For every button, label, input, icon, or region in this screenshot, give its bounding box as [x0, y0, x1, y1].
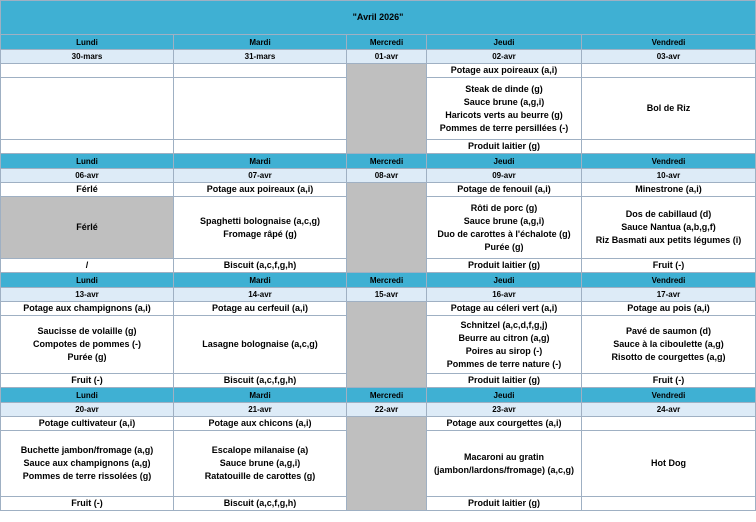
date-cell: 07-avr: [174, 169, 347, 183]
date-cell: 31-mars: [174, 50, 347, 64]
dish-line: Steak de dinde (g): [465, 83, 543, 94]
day-header: Vendredi: [582, 273, 756, 288]
soup-cell: Potage aux courgettes (a,i): [427, 417, 582, 431]
soup-cell: Potage aux poireaux (a,i): [427, 64, 582, 78]
dish-line: Sauce à la ciboulette (a,g): [613, 339, 724, 349]
main-course-cell: [174, 78, 347, 140]
soup-cell: [582, 417, 756, 431]
dessert-cell: Fruit (-): [1, 497, 174, 511]
soup-cell: [582, 64, 756, 78]
dish-line: Purée (g): [484, 241, 524, 252]
day-header: Mardi: [174, 35, 347, 50]
day-header: Mercredi: [347, 388, 427, 403]
date-cell: 20-avr: [1, 403, 174, 417]
dessert-cell: /: [1, 259, 174, 273]
day-header: Vendredi: [582, 388, 756, 403]
date-cell: 21-avr: [174, 403, 347, 417]
dish-line: Riz Basmati aux petits légumes (i): [595, 235, 742, 245]
date-cell: 09-avr: [427, 169, 582, 183]
dish-line: Sauce brune (a,g,i): [463, 215, 545, 226]
dish-line: Ratatouille de carottes (g): [204, 471, 316, 481]
date-cell: 10-avr: [582, 169, 756, 183]
main-course-cell: [1, 78, 174, 140]
closed-cell: [347, 302, 427, 388]
soup-cell: [1, 64, 174, 78]
closed-cell: [347, 183, 427, 273]
main-course-cell: [582, 431, 756, 497]
dish-line: Dos de cabillaud (d): [625, 209, 712, 219]
main-course-cell: [1, 316, 174, 374]
closed-cell: [347, 417, 427, 511]
date-cell: 01-avr: [347, 50, 427, 64]
dessert-cell: [582, 497, 756, 511]
main-course-cell: [582, 316, 756, 374]
dish-line: Sauce brune (a,g,i): [463, 96, 545, 107]
dessert-cell: Biscuit (a,c,f,g,h): [174, 259, 347, 273]
main-course-cell: [427, 78, 582, 140]
page-title: "Avril 2026": [1, 1, 756, 35]
dish-line: Haricots verts au beurre (g): [445, 109, 563, 120]
dish-line: Sauce brune (a,g,i): [219, 458, 301, 468]
day-header: Lundi: [1, 35, 174, 50]
dish-line: Escalope milanaise (a): [211, 445, 309, 455]
main-course-cell: [174, 431, 347, 497]
date-cell: 13-avr: [1, 288, 174, 302]
dish-line: (jambon/lardons/fromage) (a,c,g): [433, 464, 574, 475]
dish-line: Pavé de saumon (d): [626, 326, 712, 336]
date-cell: 23-avr: [427, 403, 582, 417]
featured-dish: Bol de Riz: [646, 103, 691, 113]
dish-line: Pommes de terre persillées (-): [439, 122, 569, 133]
day-header: Mercredi: [347, 154, 427, 169]
main-course-cell: [427, 431, 582, 497]
main-course-cell: [427, 197, 582, 259]
day-header: Jeudi: [427, 388, 582, 403]
date-cell: 03-avr: [582, 50, 756, 64]
date-cell: 22-avr: [347, 403, 427, 417]
soup-cell: Minestrone (a,i): [582, 183, 756, 197]
date-cell: 02-avr: [427, 50, 582, 64]
dessert-cell: Fruit (-): [582, 374, 756, 388]
day-header: Lundi: [1, 388, 174, 403]
dessert-cell: [174, 140, 347, 154]
dish-line: Duo de carottes à l'échalote (g): [437, 228, 571, 239]
dish-line: Spaghetti bolognaise (a,c,g): [199, 215, 320, 226]
date-cell: 17-avr: [582, 288, 756, 302]
dish-line: Sauce aux champignons (a,g): [23, 458, 151, 468]
dish-line: Férlé: [76, 222, 98, 232]
date-cell: 14-avr: [174, 288, 347, 302]
dessert-cell: Produit laitier (g): [427, 259, 582, 273]
dish-line: Pommes de terre nature (-): [446, 358, 562, 369]
day-header: Vendredi: [582, 35, 756, 50]
main-course-cell: [1, 431, 174, 497]
day-header: Lundi: [1, 154, 174, 169]
dish-line: Buchette jambon/fromage (a,g): [20, 445, 154, 455]
soup-cell: Potage au céleri vert (a,i): [427, 302, 582, 316]
dish-line: Fromage râpé (g): [223, 228, 297, 239]
soup-cell: Potage au pois (a,i): [582, 302, 756, 316]
main-course-cell: [1, 197, 174, 259]
main-course-cell: [582, 78, 756, 140]
closed-cell: [347, 64, 427, 154]
dessert-cell: [582, 140, 756, 154]
dish-line: Pommes de terre rissolées (g): [22, 471, 152, 481]
soup-cell: Potage cultivateur (a,i): [1, 417, 174, 431]
dish-line: Lasagne bolognaise (a,c,g): [202, 339, 318, 349]
dish-line: Risotto de courgettes (a,g): [611, 352, 726, 362]
main-course-cell: [174, 197, 347, 259]
day-header: Jeudi: [427, 35, 582, 50]
dessert-cell: Produit laitier (g): [427, 497, 582, 511]
date-cell: 16-avr: [427, 288, 582, 302]
day-header: Mercredi: [347, 273, 427, 288]
dessert-cell: Produit laitier (g): [427, 140, 582, 154]
date-cell: 08-avr: [347, 169, 427, 183]
dish-line: Rôti de porc (g): [470, 202, 538, 213]
dessert-cell: [1, 140, 174, 154]
date-cell: 24-avr: [582, 403, 756, 417]
day-header: Vendredi: [582, 154, 756, 169]
dish-line: Saucisse de volaille (g): [37, 326, 137, 336]
soup-cell: Potage aux poireaux (a,i): [174, 183, 347, 197]
soup-cell: Potage au cerfeuil (a,i): [174, 302, 347, 316]
dish-line: Poires au sirop (-): [465, 345, 543, 356]
day-header: Jeudi: [427, 273, 582, 288]
day-header: Mardi: [174, 154, 347, 169]
date-cell: 06-avr: [1, 169, 174, 183]
day-header: Jeudi: [427, 154, 582, 169]
soup-cell: Férlé: [1, 183, 174, 197]
dessert-cell: Biscuit (a,c,f,g,h): [174, 497, 347, 511]
day-header: Lundi: [1, 273, 174, 288]
dish-line: Macaroni au gratin: [463, 451, 544, 462]
day-header: Mercredi: [347, 35, 427, 50]
soup-cell: Potage aux champignons (a,i): [1, 302, 174, 316]
dessert-cell: Fruit (-): [582, 259, 756, 273]
main-course-cell: [582, 197, 756, 259]
dish-line: Beurre au citron (a,g): [458, 332, 550, 343]
day-header: Mardi: [174, 388, 347, 403]
dessert-cell: Fruit (-): [1, 374, 174, 388]
dish-line: Sauce Nantua (a,b,g,f): [621, 222, 716, 232]
date-cell: 15-avr: [347, 288, 427, 302]
day-header: Mardi: [174, 273, 347, 288]
soup-cell: [174, 64, 347, 78]
dessert-cell: Produit laitier (g): [427, 374, 582, 388]
main-course-cell: [427, 316, 582, 374]
dessert-cell: Biscuit (a,c,f,g,h): [174, 374, 347, 388]
main-course-cell: [174, 316, 347, 374]
soup-cell: Potage de fenouil (a,i): [427, 183, 582, 197]
dish-line: Purée (g): [67, 352, 107, 362]
soup-cell: Potage aux chicons (a,i): [174, 417, 347, 431]
dish-line: Compotes de pommes (-): [32, 339, 141, 349]
dish-line: Schnitzel (a,c,d,f,g,j): [460, 319, 548, 330]
featured-dish: Hot Dog: [651, 458, 687, 468]
date-cell: 30-mars: [1, 50, 174, 64]
